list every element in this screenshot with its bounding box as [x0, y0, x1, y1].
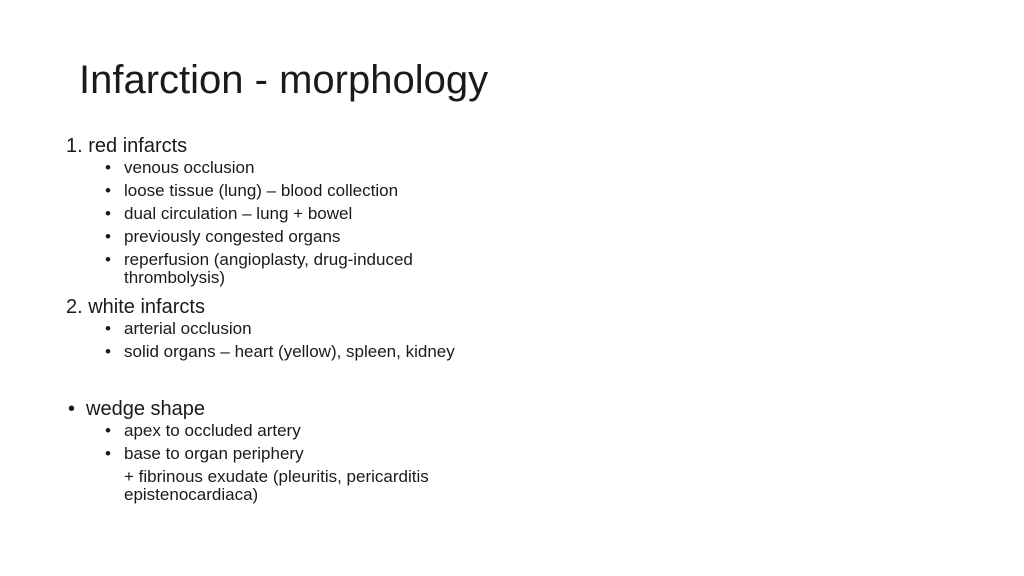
wedge-shape-list [66, 422, 626, 504]
list-item: • loose tissue (lung) – blood collection [66, 182, 504, 200]
list-item: • reperfusion (angioplasty, drug-induced thrombolysis) [66, 251, 504, 287]
list-item: • dual circulation – lung + bowel [66, 205, 504, 223]
section-heading-wedge-shape: • wedge shape [66, 396, 626, 422]
slide-content [66, 133, 626, 509]
slide-title: Infarction - morphology [79, 58, 489, 102]
list-item: • arterial occlusion [66, 320, 504, 338]
section-heading-red-infarcts: 1. red infarcts [66, 135, 188, 157]
red-infarcts-list [66, 159, 626, 287]
list-item: • base to organ periphery [66, 445, 504, 463]
list-item: • solid organs – heart (yellow), spleen, kidney [66, 343, 504, 361]
spacer [66, 366, 626, 396]
list-item: • apex to occluded artery [66, 422, 504, 440]
section-heading-white-infarcts: 2. white infarcts [66, 296, 205, 318]
list-item: • previously congested organs [66, 228, 504, 246]
list-item: • venous occlusion [66, 159, 504, 177]
fibrinous-exudate-note: + fibrinous exudate (pleuritis, pericarditis epistenocardiaca) [124, 467, 429, 504]
white-infarcts-list [66, 320, 626, 361]
